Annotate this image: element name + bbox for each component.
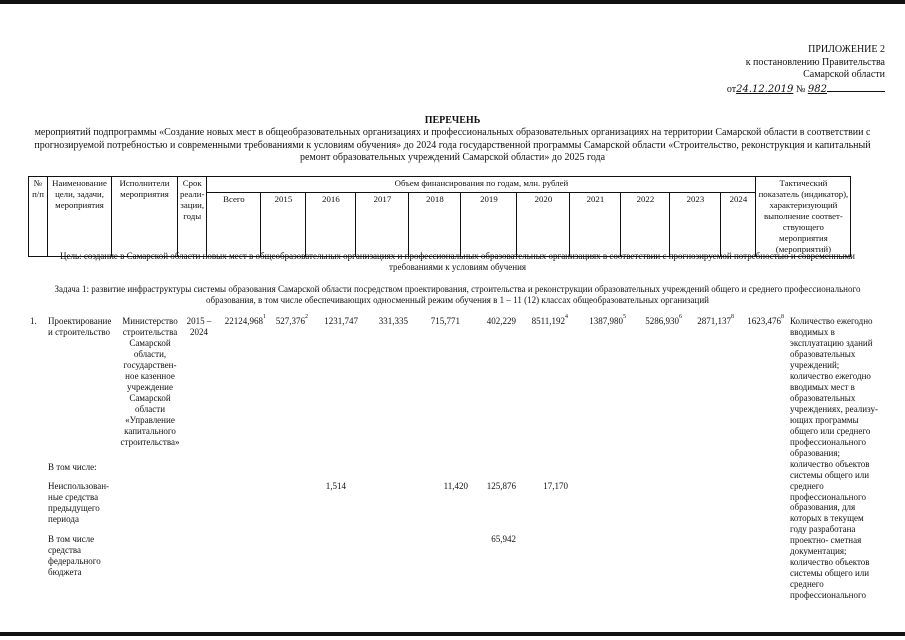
header-table bbox=[28, 176, 851, 257]
appendix-title: ПРИЛОЖЕНИЕ 2 bbox=[808, 44, 885, 55]
row-value-2015: 527,376$^2$ bbox=[275, 314, 308, 326]
number-underline bbox=[827, 82, 885, 92]
appendix-line-2: Самарской области bbox=[803, 69, 885, 80]
header-year: 2020 bbox=[517, 192, 570, 256]
including-label: В том числе: bbox=[48, 462, 97, 472]
row-value-2023: 2871,137$^8$ bbox=[697, 314, 734, 326]
header-executors: Исполнители мероприятия bbox=[112, 177, 178, 257]
row-value-2020: 8511,192$^4$ bbox=[531, 314, 568, 326]
row-executor: Министерство строительства Самарской области, государствен- ное казенное учреждение Самарской области «Управление капитального строительства» bbox=[120, 316, 180, 447]
appendix-date-line bbox=[720, 82, 885, 97]
federal-value-2019: 65,942 bbox=[491, 534, 516, 544]
top-border bbox=[0, 0, 905, 4]
row-total: 22124,968$^1$ bbox=[224, 314, 266, 326]
row-value-2019: 402,229 bbox=[486, 316, 516, 326]
header-year: 2017 bbox=[356, 192, 409, 256]
document-title: ПЕРЕЧЕНЬ bbox=[424, 115, 481, 126]
unused-value-2018: 11,420 bbox=[443, 481, 468, 491]
header-year: 2021 bbox=[570, 192, 621, 256]
header-name: Наименование цели, задачи, мероприятия bbox=[48, 177, 112, 257]
row-indicator: Количество ежегодно вводимых в эксплуатацию зданий образовательных учреждений; количество ежегодно вводимых мест в образовательных учреждениях, реализу- ющих программы общего или среднего профессионального образования; количество объектов системы общего или среднего профессионального образования, для которых в текущем году разработана проектно- сметная документация; количество объектов системы общего или среднего профессионального bbox=[790, 316, 878, 601]
row-name: Проектирование и строительство bbox=[48, 316, 112, 337]
task-text: Задача 1: развитие инфраструктуры системы образования Самарской области посредством проектирования, строительства и реконструкции образовательных учреждений общего и среднего профессионального образования, в том числе обеспечивающих односменный режим обучения в 1 – 11 (12) классах общеобразовательных организаций bbox=[54, 284, 861, 306]
goal-text: Цель: создание в Самарской области новых мест в общеобразовательных организациях и профессиональных образовательных организациях в соответствии с прогнозируемой потребностью и современными требованиями к условиям обучения bbox=[59, 251, 855, 273]
appendix-line-1: к постановлению Правительства bbox=[745, 56, 885, 68]
document-subtitle: мероприятий подпрограммы «Создание новых мест в общеобразовательных организациях и профессиональных образовательных организациях на территории Самарской области в соответствии с прогнозируемой потребностью и современными требованиями к условиям обучения» до 2024 года государственной программы Самарской области «Строительство, реконструкция и капитальный ремонт образовательных учреждений Самарской области» до 2025 года bbox=[34, 127, 871, 163]
header-indicator: Тактический показатель (индикатор), характеризующий выполнение соответ- ствующего мероприятия (мероприятий) bbox=[756, 177, 851, 257]
unused-value-2016: 1,514 bbox=[325, 481, 346, 491]
row-value-2016: 1231,747 bbox=[324, 316, 358, 326]
header-funding: Объем финансирования по годам, млн. рублей bbox=[207, 177, 756, 193]
header-no: № п/п bbox=[29, 177, 48, 257]
row-value-2021: 1387,980$^5$ bbox=[589, 314, 626, 326]
row-value-2017: 331,335 bbox=[378, 316, 408, 326]
header-year: 2024 bbox=[721, 192, 756, 256]
header-term: Срок реали- зации, годы bbox=[178, 177, 207, 257]
row-term: 2015 – 2024 bbox=[186, 316, 212, 337]
number-label: № bbox=[795, 83, 806, 95]
header-year: 2018 bbox=[409, 192, 461, 256]
approval-stamp bbox=[720, 44, 885, 96]
date-from-label: от bbox=[726, 83, 737, 95]
handwritten-number: 982 bbox=[807, 83, 827, 95]
unused-value-2019: 125,876 bbox=[486, 481, 516, 491]
row-value-2024: 1623,476$^8$ bbox=[747, 314, 784, 326]
row-value-2022: 5286,930$^6$ bbox=[645, 314, 682, 326]
federal-budget-name: В том числе средства федерального бюджета bbox=[48, 534, 101, 577]
row-number: 1. bbox=[30, 316, 37, 326]
header-year: 2023 bbox=[670, 192, 721, 256]
header-year: 2016 bbox=[306, 192, 356, 256]
unused-value-2020: 17,170 bbox=[543, 481, 568, 491]
row-value-2018: 715,771 bbox=[430, 316, 460, 326]
handwritten-date: 24.12.2019 bbox=[736, 83, 794, 95]
header-year: 2022 bbox=[621, 192, 670, 256]
header-year: 2015 bbox=[261, 192, 306, 256]
header-year: 2019 bbox=[461, 192, 517, 256]
unused-funds-name: Неиспользован- ные средства предыдущего периода bbox=[48, 481, 110, 524]
bottom-border bbox=[0, 632, 905, 636]
header-total: Всего bbox=[207, 192, 261, 256]
